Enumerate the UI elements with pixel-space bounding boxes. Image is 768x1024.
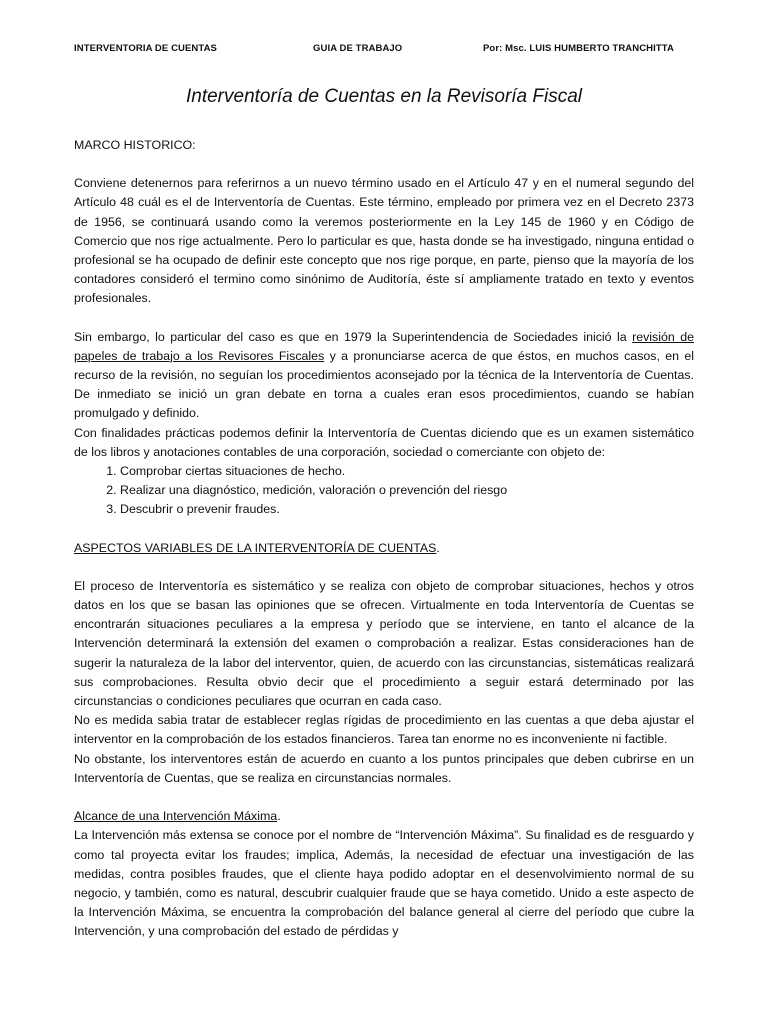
paragraph — [74, 328, 694, 424]
paragraph-text: y a pronunciarse acerca de que éstos, en muchos casos, en el recurso de la revisión, no seguían los procedimientos aconsejado por la técnica de la Interventoría de Cuentas. De inmediato se inició un gran debate en torna a cuales eran esos procedimientos, cuando se habían promulgado y definido. — [74, 348, 694, 421]
header-left: INTERVENTORIA DE CUENTAS — [74, 43, 217, 54]
list-item: 1. Comprobar ciertas situaciones de hecho. — [120, 462, 694, 481]
paragraph: La Intervención más extensa se conoce por el nombre de “Intervención Máxima”. Su finalidad es de resguardo y como tal proyecta evitar los fraudes; implica, Además, la necesidad de efectuar una investigación de las medidas, contra posibles fraudes, que el cliente haya podido adoptar en el desenvolvimiento normal de su negocio, y también, como es natural, descubrir cualquier fraude que se haya cometido. Unido a este aspecto de la Intervención Máxima, se encuentra la comprobación del balance general al cierre del período que cubre la Intervención, y una comprobación del estado de pérdidas y — [74, 828, 694, 939]
paragraph: No obstante, los interventores están de acuerdo en cuanto a los puntos principales que deben cubrirse en un Interventoría de Cuentas, que se realiza en circunstancias normales. — [74, 751, 694, 785]
paragraph: Con finalidades prácticas podemos definir la Interventoría de Cuentas diciendo que es un examen sistemático de los libros y anotaciones contables de una corporación, sociedad o comerciante con objeto de: — [74, 425, 694, 459]
heading-suffix: . — [277, 809, 281, 824]
paragraph: El proceso de Interventoría es sistemático y se realiza con objeto de comprobar situaciones, hechos y otros datos en los que se basan las opiniones que se ofrecen. Virtualmente en toda Interventoría de Cuentas se encontrarán situaciones peculiares a la empresa y período que se interviene, en tanto el alcance de la Intervención determinará la extensión del examen o comprobación a realizar. Estas consideraciones han de sugerir la naturaleza de la labor del interventor, quien, de acuerdo con las circunstancias, sistemáticas realizará sus comprobaciones. Resulta obvio decir que el procedimiento a seguir estará determinado por las circunstancias o condiciones peculiares que ocurran en cada caso. — [74, 578, 694, 709]
paragraph-text: Sin embargo, lo particular del caso es que en 1979 la Superintendencia de Sociedades inició la — [74, 329, 633, 344]
section-heading-aspectos-variables — [74, 539, 694, 558]
section-heading-alcance — [74, 807, 694, 826]
paragraph: Conviene detenernos para referirnos a un nuevo término usado en el Artículo 47 y en el numeral segundo del Artículo 48 cuál es el de Interventoría de Cuentas. Este término, empleado por primera vez en el Decreto 2373 de 1956, se continuará usando como la veremos posteriormente en la Ley 145 de 1960 y en Código de Comercio que nos rige actualmente. Pero lo particular es que, hasta donde se ha investigado, ninguna entidad o profesional se ha ocupado de definir este concepto que nos rige porque, en parte, pienso que la mayoría de los contadores consideró el termino como sinónimo de Auditoría, éste sí ampliamente tratado en texto y eventos profesionales. — [74, 176, 694, 306]
header-right: Por: Msc. LUIS HUMBERTO TRANCHITTA — [483, 43, 674, 54]
document-body — [74, 136, 694, 942]
list-item: 3. Descubrir o prevenir fraudes. — [120, 500, 694, 519]
header-center: GUIA DE TRABAJO — [313, 43, 403, 54]
heading-text: ASPECTOS VARIABLES DE LA INTERVENTORÍA DE CUENTAS — [74, 540, 437, 555]
paragraph: No es medida sabia tratar de establecer reglas rígidas de procedimiento en las cuentas a que deba ajustar el interventor en la comprobación de los estados financieros. Tarea tan enorme no es inconveniente ni factible. — [74, 713, 694, 747]
underlined-phrase: revisión de papeles de trabajo a los Revisores Fiscales — [74, 329, 695, 363]
heading-text: Alcance de una Intervención Máxima — [74, 809, 278, 824]
page-title: Interventoría de Cuentas en la Revisoría Fiscal — [185, 86, 583, 107]
list-item: 2. Realizar una diagnóstico, medición, valoración o prevención del riesgo — [120, 481, 694, 500]
section-heading-marco-historico: MARCO HISTORICO: — [74, 138, 196, 152]
objectives-list — [74, 462, 694, 520]
heading-suffix: . — [436, 540, 440, 555]
